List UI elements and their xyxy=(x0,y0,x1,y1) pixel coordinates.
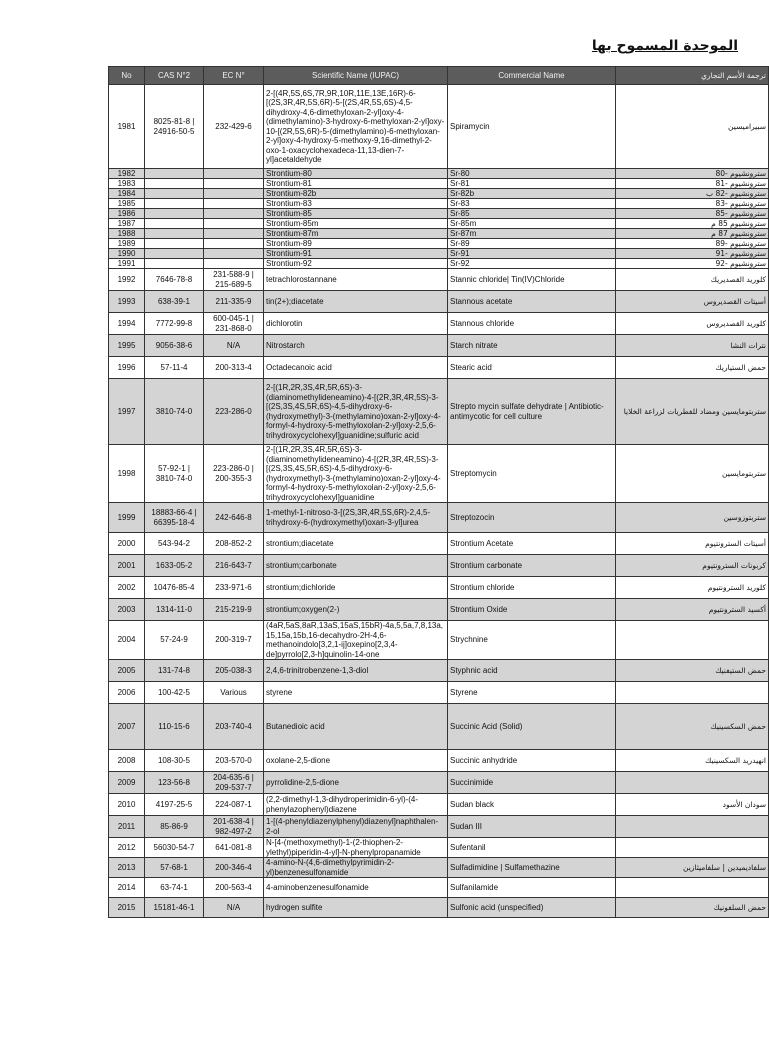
header-row xyxy=(109,67,769,85)
cell-no: 2000 xyxy=(109,533,145,555)
table-row xyxy=(109,209,769,219)
cell-cas xyxy=(145,169,204,179)
table-row xyxy=(109,898,769,918)
table-row xyxy=(109,503,769,533)
cell-cas: 56030-54-7 xyxy=(145,838,204,858)
table-row xyxy=(109,816,769,838)
cell-commercial: Sufentanil xyxy=(448,838,616,858)
cell-commercial: Succinic Acid (Solid) xyxy=(448,704,616,750)
table-row xyxy=(109,704,769,750)
cell-commercial: Sr-81 xyxy=(448,179,616,189)
table-row xyxy=(109,189,769,199)
cell-iupac: 2-[(4R,5S,6S,7R,9R,10R,11E,13E,16R)-6-[(2S,3R,4R,5S,6R)-5-[(2S,4R,5S,6S)-4,5-dihydroxy-4,6-dimethyloxan-2-yl]oxy-4-(dimethylamino)-3-hydroxy-6-methyloxan-2-yl]oxy-10-[(2R,5S,6R)-5-(dimethylamino)-6-methyloxan-2-yl]oxy-4-hydroxy-5-methoxy-9,16-dimethyl-2-oxo-1-oxacyclohexadeca-11,13-dien-7-yl]acetaldehyde xyxy=(264,85,448,169)
table-row xyxy=(109,445,769,503)
cell-ec: 231-588-9 | 215-689-5 xyxy=(204,269,264,291)
cell-arabic: سترونشيوم -92 xyxy=(616,259,769,269)
table-row xyxy=(109,85,769,169)
cell-no: 2003 xyxy=(109,599,145,621)
cell-no: 1999 xyxy=(109,503,145,533)
table-row xyxy=(109,179,769,189)
cell-ec: 203-740-4 xyxy=(204,704,264,750)
cell-ec: 200-563-4 xyxy=(204,878,264,898)
cell-ec xyxy=(204,179,264,189)
cell-commercial: Streptozocin xyxy=(448,503,616,533)
cell-ec: 223-286-0 | 200-355-3 xyxy=(204,445,264,503)
table-row xyxy=(109,750,769,772)
cell-cas: 108-30-5 xyxy=(145,750,204,772)
cell-ec: 242-646-8 xyxy=(204,503,264,533)
cell-cas: 638-39-1 xyxy=(145,291,204,313)
cell-ec: 201-638-4 | 982-497-2 xyxy=(204,816,264,838)
table-row xyxy=(109,772,769,794)
cell-iupac: 2-[(1R,2R,3S,4R,5R,6S)-3-(diaminomethylideneamino)-4-[(2R,3R,4R,5S)-3-[(2S,3S,4S,5R,6S)-4,5-dihydroxy-6-(hydroxymethyl)-3-(methylamino)oxan-2-yl]oxy-4-formyl-4-hydroxy-5-methyloxolan-2-yl]oxy-2,5,6-trihydroxycyclohexyl]guanidine;sulfuric acid xyxy=(264,379,448,445)
cell-iupac: Nitrostarch xyxy=(264,335,448,357)
cell-commercial: Succinic anhydride xyxy=(448,750,616,772)
cell-arabic: كربونات السترونتيوم xyxy=(616,555,769,577)
table-row xyxy=(109,577,769,599)
cell-iupac: N-[4-(methoxymethyl)-1-(2-thiophen-2-ylethyl)piperidin-4-yl]-N-phenylpropanamide xyxy=(264,838,448,858)
cell-arabic: سترونشيوم -82 ب xyxy=(616,189,769,199)
cell-arabic xyxy=(616,682,769,704)
cell-no: 2004 xyxy=(109,621,145,660)
cell-cas xyxy=(145,189,204,199)
cell-cas: 110-15-6 xyxy=(145,704,204,750)
cell-iupac: tin(2+);diacetate xyxy=(264,291,448,313)
cell-no: 1983 xyxy=(109,179,145,189)
cell-ec xyxy=(204,199,264,209)
cell-cas: 543-94-2 xyxy=(145,533,204,555)
table-row xyxy=(109,599,769,621)
cell-ec: 211-335-9 xyxy=(204,291,264,313)
cell-arabic xyxy=(616,772,769,794)
cell-no: 2005 xyxy=(109,660,145,682)
table-row xyxy=(109,660,769,682)
header-iupac: Scientific Name (IUPAC) xyxy=(264,67,448,85)
cell-ec: 216-643-7 xyxy=(204,555,264,577)
cell-no: 1990 xyxy=(109,249,145,259)
header-cas: CAS N°2 xyxy=(145,67,204,85)
cell-iupac: Strontium-83 xyxy=(264,199,448,209)
cell-no: 1993 xyxy=(109,291,145,313)
cell-no: 2015 xyxy=(109,898,145,918)
cell-arabic xyxy=(616,621,769,660)
cell-iupac: 4-aminobenzenesulfonamide xyxy=(264,878,448,898)
cell-cas: 10476-85-4 xyxy=(145,577,204,599)
table-row xyxy=(109,838,769,858)
cell-iupac: Strontium-80 xyxy=(264,169,448,179)
cell-cas: 131-74-8 xyxy=(145,660,204,682)
cell-ec xyxy=(204,239,264,249)
cell-ec: 600-045-1 | 231-868-0 xyxy=(204,313,264,335)
cell-cas: 57-11-4 xyxy=(145,357,204,379)
cell-cas: 1314-11-0 xyxy=(145,599,204,621)
table-row xyxy=(109,878,769,898)
table-row xyxy=(109,357,769,379)
cell-commercial: Sr-80 xyxy=(448,169,616,179)
cell-arabic: كلوريد القصديريك xyxy=(616,269,769,291)
table-row xyxy=(109,259,769,269)
cell-ec: 232-429-6 xyxy=(204,85,264,169)
cell-iupac: Strontium-87m xyxy=(264,229,448,239)
cell-no: 1992 xyxy=(109,269,145,291)
cell-commercial: Sr-91 xyxy=(448,249,616,259)
cell-iupac: strontium;oxygen(2-) xyxy=(264,599,448,621)
cell-commercial: Sulfanilamide xyxy=(448,878,616,898)
cell-arabic: سترونشيوم 85 م xyxy=(616,219,769,229)
cell-cas: 57-24-9 xyxy=(145,621,204,660)
cell-ec: 223-286-0 xyxy=(204,379,264,445)
cell-arabic: كلوريد القصديروس xyxy=(616,313,769,335)
cell-commercial: Starch nitrate xyxy=(448,335,616,357)
cell-cas: 9056-38-6 xyxy=(145,335,204,357)
cell-commercial: Stannic chloride| Tin(IV)Chloride xyxy=(448,269,616,291)
cell-cas: 100-42-5 xyxy=(145,682,204,704)
cell-ec xyxy=(204,169,264,179)
cell-commercial: Stannous acetate xyxy=(448,291,616,313)
cell-cas: 15181-46-1 xyxy=(145,898,204,918)
table-row xyxy=(109,199,769,209)
cell-iupac: strontium;diacetate xyxy=(264,533,448,555)
header-ec: EC N° xyxy=(204,67,264,85)
cell-iupac: 1-methyl-1-nitroso-3-[(2S,3R,4R,5S,6R)-2,4,5-trihydroxy-6-(hydroxymethyl)oxan-3-yl]urea xyxy=(264,503,448,533)
table-row xyxy=(109,682,769,704)
cell-cas xyxy=(145,229,204,239)
cell-ec: N/A xyxy=(204,335,264,357)
cell-arabic: سترونشيوم -81 xyxy=(616,179,769,189)
cell-cas xyxy=(145,209,204,219)
cell-iupac: (2,2-dimethyl-1,3-dihydroperimidin-6-yl)-(4-phenylazophenyl)diazene xyxy=(264,794,448,816)
cell-no: 1994 xyxy=(109,313,145,335)
cell-ec xyxy=(204,209,264,219)
table-row xyxy=(109,229,769,239)
cell-arabic: سلفاديميدين | سلفاميثازين xyxy=(616,858,769,878)
cell-no: 2013 xyxy=(109,858,145,878)
substances-table xyxy=(108,66,769,918)
cell-commercial: Stearic acid xyxy=(448,357,616,379)
cell-ec: 233-971-6 xyxy=(204,577,264,599)
cell-iupac: 2,4,6-trinitrobenzene-1,3-diol xyxy=(264,660,448,682)
cell-iupac: Octadecanoic acid xyxy=(264,357,448,379)
cell-no: 2006 xyxy=(109,682,145,704)
cell-iupac: Strontium-81 xyxy=(264,179,448,189)
cell-commercial: Sr-83 xyxy=(448,199,616,209)
cell-no: 2009 xyxy=(109,772,145,794)
cell-iupac: Strontium-91 xyxy=(264,249,448,259)
cell-arabic xyxy=(616,838,769,858)
cell-ec: 205-038-3 xyxy=(204,660,264,682)
cell-no: 1991 xyxy=(109,259,145,269)
cell-ec xyxy=(204,259,264,269)
cell-arabic: أسيتات السترونتيوم xyxy=(616,533,769,555)
cell-commercial: Sr-89 xyxy=(448,239,616,249)
cell-commercial: Sulfonic acid (unspecified) xyxy=(448,898,616,918)
cell-commercial: Streptomycin xyxy=(448,445,616,503)
cell-commercial: Styrene xyxy=(448,682,616,704)
cell-no: 1986 xyxy=(109,209,145,219)
header-no: No xyxy=(109,67,145,85)
cell-arabic: سترونشيوم -80 xyxy=(616,169,769,179)
cell-arabic: نترات النشا xyxy=(616,335,769,357)
cell-arabic: سترونشيوم -89 xyxy=(616,239,769,249)
cell-cas xyxy=(145,259,204,269)
cell-commercial: Sulfadimidine | Sulfamethazine xyxy=(448,858,616,878)
cell-cas: 3810-74-0 xyxy=(145,379,204,445)
cell-ec: 224-087-1 xyxy=(204,794,264,816)
cell-ec: 200-313-4 xyxy=(204,357,264,379)
cell-cas: 123-56-8 xyxy=(145,772,204,794)
cell-ec: 215-219-9 xyxy=(204,599,264,621)
cell-commercial: Strontium chloride xyxy=(448,577,616,599)
cell-arabic: أكسيد السترونتيوم xyxy=(616,599,769,621)
cell-iupac: 2-[(1R,2R,3S,4R,5R,6S)-3-(diaminomethylideneamino)-4-[(2R,3R,4R,5S)-3-[(2S,3S,4S,5R,6S)-4,5-dihydroxy-6-(hydroxymethyl)-3-(methylamino)oxan-2-yl]oxy-4-formyl-4-hydroxy-5-methyloxolan-2-yl]oxy-2,5,6-trihydroxycyclohexyl]guanidine xyxy=(264,445,448,503)
cell-cas: 57-92-1 | 3810-74-0 xyxy=(145,445,204,503)
cell-arabic: حمض السلفونيك xyxy=(616,898,769,918)
table-row xyxy=(109,621,769,660)
cell-iupac: Strontium-85m xyxy=(264,219,448,229)
cell-no: 2002 xyxy=(109,577,145,599)
cell-iupac: Strontium-92 xyxy=(264,259,448,269)
cell-iupac: Strontium-89 xyxy=(264,239,448,249)
cell-commercial: Strontium carbonate xyxy=(448,555,616,577)
cell-ec: 203-570-0 xyxy=(204,750,264,772)
table-row xyxy=(109,555,769,577)
cell-arabic: ستربتوزوسين xyxy=(616,503,769,533)
cell-commercial: Strychnine xyxy=(448,621,616,660)
cell-arabic: انهيدريد السكسينيك xyxy=(616,750,769,772)
header-arabic: ترجمة الأسم التجاري xyxy=(616,67,769,85)
cell-ec xyxy=(204,229,264,239)
cell-ec: Various xyxy=(204,682,264,704)
table-row xyxy=(109,313,769,335)
table-row xyxy=(109,533,769,555)
cell-no: 2010 xyxy=(109,794,145,816)
cell-commercial: Styphnic acid xyxy=(448,660,616,682)
cell-arabic: سبيراميسين xyxy=(616,85,769,169)
cell-arabic: أسيتات القصديروس xyxy=(616,291,769,313)
header-commercial: Commercial Name xyxy=(448,67,616,85)
table-row xyxy=(109,291,769,313)
cell-arabic: سترونشيوم 87 م xyxy=(616,229,769,239)
cell-cas xyxy=(145,239,204,249)
table-row xyxy=(109,794,769,816)
cell-arabic xyxy=(616,816,769,838)
cell-no: 1981 xyxy=(109,85,145,169)
cell-arabic: سترونشيوم -91 xyxy=(616,249,769,259)
cell-iupac: 1-[(4-phenyldiazenylphenyl)diazenyl]naphthalen-2-ol xyxy=(264,816,448,838)
table-row xyxy=(109,335,769,357)
cell-arabic: ستربتومايسين xyxy=(616,445,769,503)
table-row xyxy=(109,249,769,259)
cell-ec: 204-635-6 | 209-537-7 xyxy=(204,772,264,794)
cell-iupac: dichlorotin xyxy=(264,313,448,335)
cell-cas: 7772-99-8 xyxy=(145,313,204,335)
cell-iupac: strontium;dichloride xyxy=(264,577,448,599)
cell-commercial: Spiramycin xyxy=(448,85,616,169)
cell-commercial: Succinimide xyxy=(448,772,616,794)
cell-iupac: Strontium-82b xyxy=(264,189,448,199)
table-row xyxy=(109,379,769,445)
cell-no: 2001 xyxy=(109,555,145,577)
cell-arabic xyxy=(616,878,769,898)
cell-commercial: Strepto mycin sulfate dehydrate | Antibiotic-antimycotic for cell culture xyxy=(448,379,616,445)
cell-commercial: Sudan black xyxy=(448,794,616,816)
cell-ec xyxy=(204,189,264,199)
cell-commercial: Sudan III xyxy=(448,816,616,838)
cell-no: 1982 xyxy=(109,169,145,179)
cell-cas: 8025-81-8 | 24916-50-5 xyxy=(145,85,204,169)
cell-ec xyxy=(204,249,264,259)
table-row xyxy=(109,169,769,179)
cell-arabic: ستربتومايسين ومضاد للفطريات لزراعة الخلايا xyxy=(616,379,769,445)
cell-cas: 85-86-9 xyxy=(145,816,204,838)
cell-iupac: styrene xyxy=(264,682,448,704)
cell-ec: 641-081-8 xyxy=(204,838,264,858)
cell-cas xyxy=(145,199,204,209)
cell-ec: N/A xyxy=(204,898,264,918)
cell-ec: 200-346-4 xyxy=(204,858,264,878)
cell-iupac: Butanedioic acid xyxy=(264,704,448,750)
cell-no: 1988 xyxy=(109,229,145,239)
cell-no: 1989 xyxy=(109,239,145,249)
cell-ec xyxy=(204,219,264,229)
table-row xyxy=(109,239,769,249)
cell-commercial: Strontium Oxide xyxy=(448,599,616,621)
cell-commercial: Sr-87m xyxy=(448,229,616,239)
cell-iupac: hydrogen sulfite xyxy=(264,898,448,918)
cell-no: 1997 xyxy=(109,379,145,445)
cell-no: 1995 xyxy=(109,335,145,357)
cell-cas: 7646-78-8 xyxy=(145,269,204,291)
cell-cas: 63-74-1 xyxy=(145,878,204,898)
cell-no: 1987 xyxy=(109,219,145,229)
cell-no: 2012 xyxy=(109,838,145,858)
cell-cas xyxy=(145,179,204,189)
cell-cas: 57-68-1 xyxy=(145,858,204,878)
table-row xyxy=(109,269,769,291)
cell-arabic: سترونشيوم -85 xyxy=(616,209,769,219)
cell-no: 2008 xyxy=(109,750,145,772)
cell-cas xyxy=(145,249,204,259)
cell-commercial: Stannous chloride xyxy=(448,313,616,335)
cell-no: 1985 xyxy=(109,199,145,209)
cell-cas: 18883-66-4 | 66395-18-4 xyxy=(145,503,204,533)
cell-commercial: Sr-82b xyxy=(448,189,616,199)
cell-cas xyxy=(145,219,204,229)
cell-commercial: Sr-85 xyxy=(448,209,616,219)
cell-arabic: سترونشيوم -83 xyxy=(616,199,769,209)
cell-cas: 1633-05-2 xyxy=(145,555,204,577)
table-row xyxy=(109,858,769,878)
cell-commercial: Sr-85m xyxy=(448,219,616,229)
cell-arabic: حمض الستيفنيك xyxy=(616,660,769,682)
cell-iupac: 4-amino-N-(4,6-dimethylpyrimidin-2-yl)benzenesulfonamide xyxy=(264,858,448,878)
cell-no: 1996 xyxy=(109,357,145,379)
cell-arabic: كلوريد السترونتيوم xyxy=(616,577,769,599)
cell-iupac: oxolane-2,5-dione xyxy=(264,750,448,772)
cell-no: 2014 xyxy=(109,878,145,898)
table-wrapper xyxy=(108,66,766,974)
cell-no: 1984 xyxy=(109,189,145,199)
cell-commercial: Sr-92 xyxy=(448,259,616,269)
cell-arabic: سودان الأسود xyxy=(616,794,769,816)
cell-arabic: حمض الستياريك xyxy=(616,357,769,379)
cell-iupac: strontium;carbonate xyxy=(264,555,448,577)
cell-ec: 208-852-2 xyxy=(204,533,264,555)
cell-iupac: Strontium-85 xyxy=(264,209,448,219)
page-title: الموحدة المسموح بها xyxy=(591,38,738,54)
cell-ec: 200-319-7 xyxy=(204,621,264,660)
cell-iupac: tetrachlorostannane xyxy=(264,269,448,291)
cell-iupac: pyrrolidine-2,5-dione xyxy=(264,772,448,794)
cell-no: 1998 xyxy=(109,445,145,503)
table-row xyxy=(109,219,769,229)
cell-cas: 4197-25-5 xyxy=(145,794,204,816)
cell-arabic: حمض السكسينيك xyxy=(616,704,769,750)
cell-no: 2007 xyxy=(109,704,145,750)
cell-iupac: (4aR,5aS,8aR,13aS,15aS,15bR)-4a,5,5a,7,8,13a,15,15a,15b,16-decahydro-2H-4,6-methanoindolo[3,2,1-ij]oxepino[2,3,4-de]pyrrolo[2,3-h]quinolin-14-one xyxy=(264,621,448,660)
cell-commercial: Strontium Acetate xyxy=(448,533,616,555)
cell-no: 2011 xyxy=(109,816,145,838)
